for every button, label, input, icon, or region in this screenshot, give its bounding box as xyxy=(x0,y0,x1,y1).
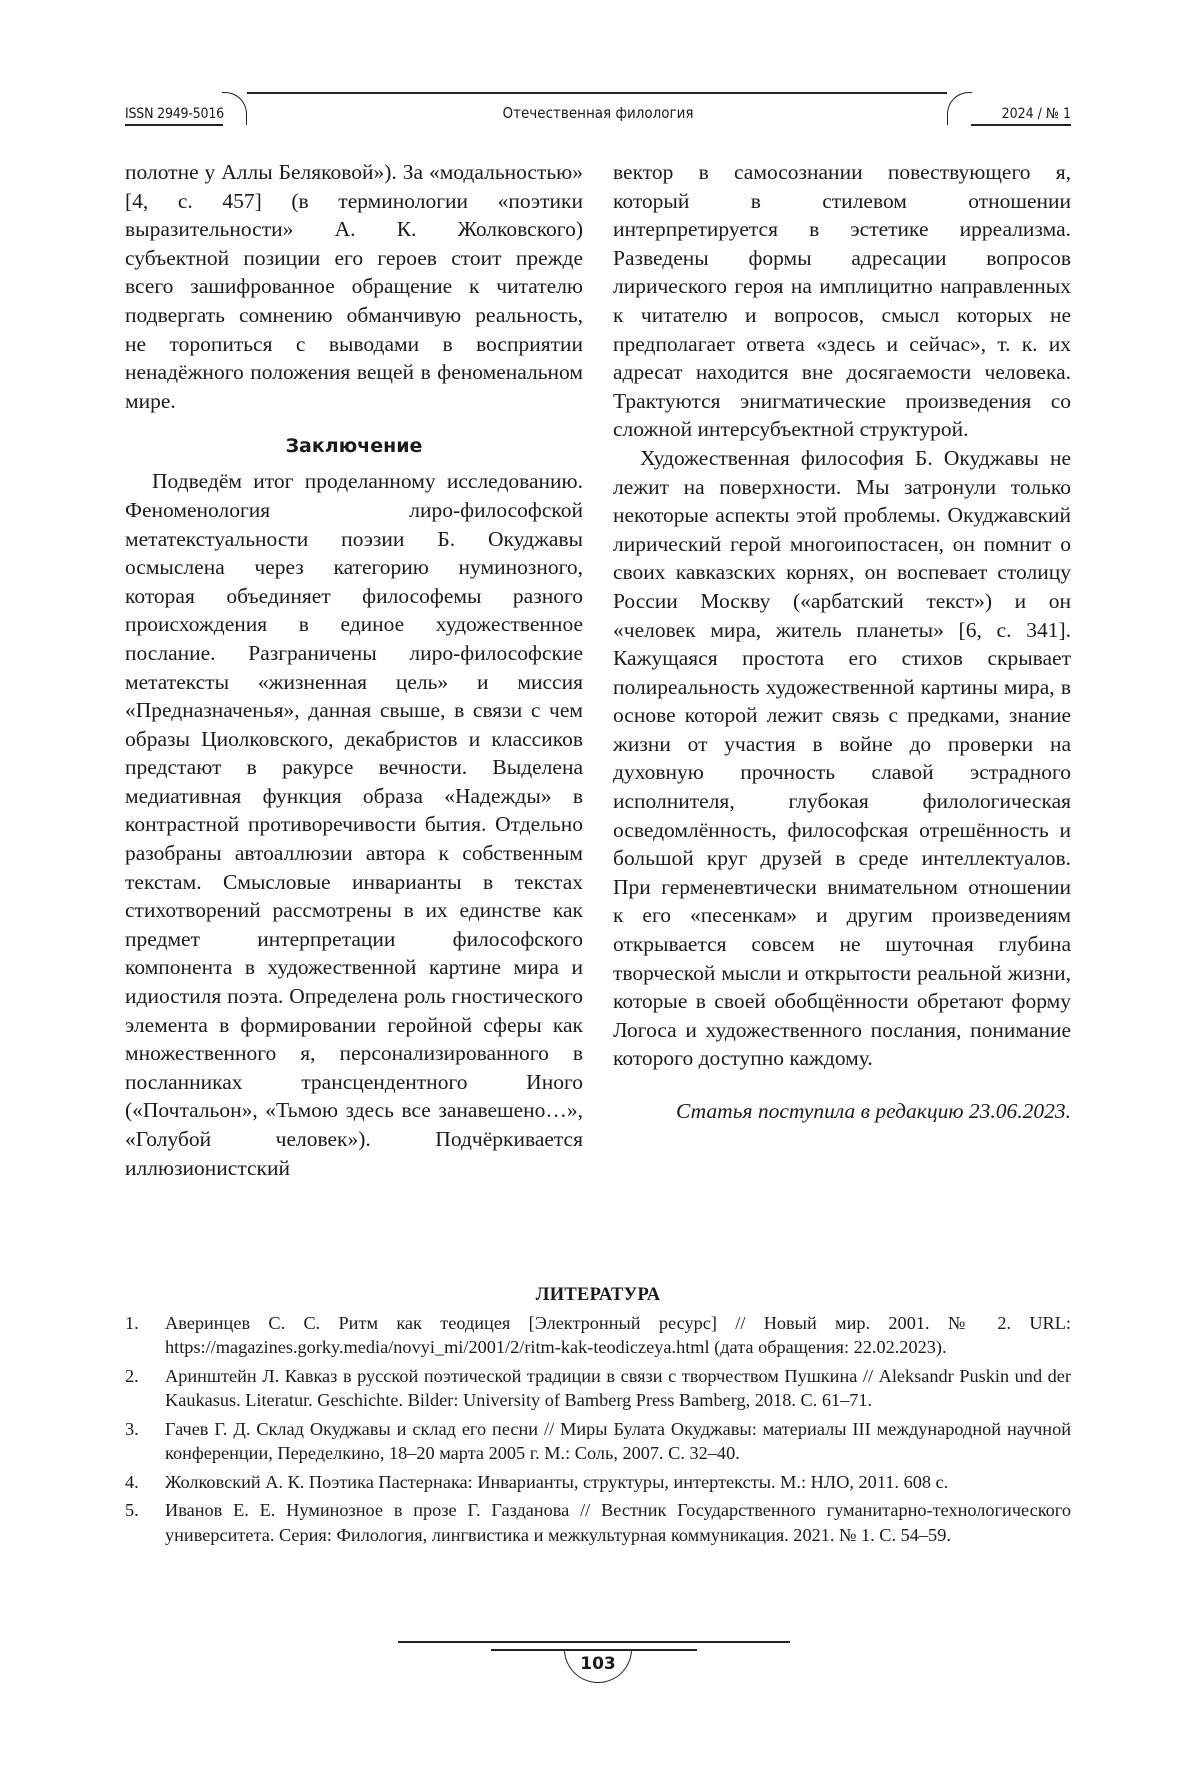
left-paragraph-1: полотне у Аллы Беляковой»). За «модальностью» [4, с. 457] (в терминологии «поэтики выразительности» А. К. Жолковского) субъектной позиции его героев стоит прежде всего зашифрованное обращение к читателю подвергать сомнению обманчивую реальность, не торопиться с выводами в восприятии ненадёжного положения вещей в феноменальном мире. xyxy=(125,160,583,413)
reference-number: 3. xyxy=(125,1418,139,1439)
reference-number: 5. xyxy=(125,1500,139,1520)
references-title: ЛИТЕРАТУРА xyxy=(535,1285,661,1305)
reference-item xyxy=(125,1470,1071,1495)
reference-number: 4. xyxy=(125,1471,139,1492)
reference-item xyxy=(125,1364,1071,1413)
reference-item xyxy=(125,1417,1071,1466)
right-paragraph-1: вектор в самосознании повествующего я, который в стилевом отношении интерпретируется в эстетике ирреализма. Разведены формы адресации вопросов лирического героя на имплицитно направленных к читателю и вопросов, смысл которых не предполагает ответа «здесь и сейчас», т. к. их адресат находится вне досягаемости человека. Трактуются энигматические произведения со сложной интерсубъектной структурой. xyxy=(613,160,1071,442)
footer-rule-top xyxy=(398,1641,790,1643)
received-date: Статья поступила в редакцию 23.06.2023. xyxy=(675,1099,1071,1123)
section-title: Заключение xyxy=(285,435,423,458)
reference-number: 2. xyxy=(125,1365,139,1386)
page-number: 103 xyxy=(580,1654,616,1674)
reference-item xyxy=(125,1498,1071,1547)
issue-number: 2024 / № 1 xyxy=(1001,106,1071,122)
reference-text: Жолковский А. К. Поэтика Пастернака: Инварианты, структуры, интертексты. М.: НЛО, 2011. 608 с. xyxy=(165,1471,949,1492)
right-paragraph-2: Художественная философия Б. Окуджавы не лежит на поверхности. Мы затронули только некоторые аспекты этой проблемы. Окуджавский лирический герой многоипостасен, он помнит о своих кавказских корнях, он воспевает столицу России Москву («арбатский текст») и он «человек мира, житель планеты» [6, с. 341]. Кажущаяся простота его стихов скрывает полиреальность художественной картины мира, в основе которой лежит связь с предками, знание жизни от участия в войне до проверки на духовную прочность славой эстрадного исполнителя, глубокая филологическая осведомлённость, философская отрешённость и большой круг друзей в среде интеллектуалов. При герменевтически внимательном отношении к его «песенкам» и другим произведениям открывается совсем не шуточная глубина творческой мысли и открытости реальной жизни, которые в своей обобщённости обретают форму Логоса и художественного послания, понимание которого доступно каждому. xyxy=(613,445,1071,1071)
header-rule-top xyxy=(247,92,947,94)
right-column xyxy=(613,158,1071,1126)
reference-text: Аверинцев С. С. Ритм как теодицея [Электронный ресурс] // Новый мир. 2001. № 2. URL: https://magazines.gorky.media/novyi_mi/2001/2/ritm-kak-teodiczeya.html (дата обращения: 22.02.2023). xyxy=(165,1312,1071,1357)
reference-text: Гачев Г. Д. Склад Окуджавы и склад его песни // Миры Булата Окуджавы: материалы III международной научной конференции, Переделкино, 18–20 марта 2005 г. М.: Соль, 2007. С. 32–40. xyxy=(165,1418,1071,1463)
reference-text: Аринштейн Л. Кавказ в русской поэтической традиции в связи с творчеством Пушкина // Aleksandr Puskin und der Kaukasus. Literatur. Geschichte. Bilder: University of Bamberg Press Bamberg, 2018. С. 61–71. xyxy=(165,1365,1071,1410)
reference-item xyxy=(125,1311,1071,1360)
issn: ISSN 2949-5016 xyxy=(125,106,224,122)
header-rule-right xyxy=(971,124,1071,126)
reference-text: Иванов Е. Е. Нуминозное в прозе Г. Газданова // Вестник Государственного гуманитарно-технологического университета. Серия: Филология, лингвистика и межкультурная коммуникация. 2021. № 1. С. 54–59. xyxy=(165,1500,1071,1545)
reference-number: 1. xyxy=(125,1312,139,1333)
header-rule-left xyxy=(125,124,223,126)
left-column xyxy=(125,158,583,1182)
journal-title: Отечественная филология xyxy=(502,104,694,122)
running-header xyxy=(125,90,1071,130)
references xyxy=(125,1283,1071,1551)
left-paragraph-2: Подведём итог проделанному исследованию. Феноменология лиро-философской метатекстуальности поэзии Б. Окуджавы осмыслена через категорию нуминозного, которая объединяет философемы разного происхождения в единое художественное послание. Разграничены лиро-философские метатексты «жизненная цель» и миссия «Предназначенья», данная свыше, в связи с чем образы Циолковского, декабристов и классиков предстают в ракурсе вечности. Выделена медиативная функция образа «Надежды» в контрастной противоречивости бытия. Отдельно разобраны автоаллюзии автора к собственным текстам. Смысловые инварианты в текстах стихотворений рассмотрены в их единстве как предмет интерпретации философского компонента в художественной картине мира и идиостиля поэта. Определена роль гностического элемента в формировании геройной сферы как множественного я, персонализированного в посланниках трансцендентного Иного («Почтальон», «Тьмою здесь все занавешено…», «Голубой человек»). Подчёркивается иллюзионистский xyxy=(125,469,583,1180)
